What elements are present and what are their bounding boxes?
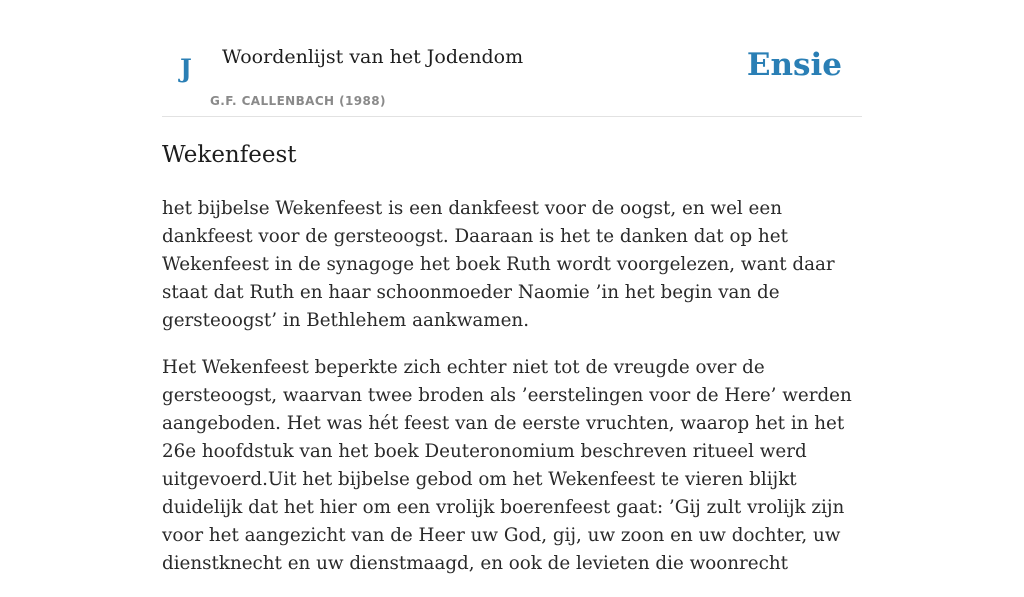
brand-logo[interactable]: Ensie: [746, 47, 842, 83]
book-letter-icon: J: [180, 54, 192, 83]
header: [162, 0, 862, 117]
article-paragraph: het bijbelse Wekenfeest is een dankfeest voor de oogst, en wel een dankfeest voor de gersteoogst. Daaraan is het te danken dat op het Wekenfeest in de synagoge het boek Ruth wordt voorgelezen, want daar staat dat Ruth en haar schoonmoeder Naomie ’in het begin van de gersteoogst’ in Bethlehem aankwamen.: [162, 198, 835, 331]
book-title-link[interactable]: Woordenlijst van het Jodendom: [222, 46, 524, 68]
book-author: G.F. CALLENBACH (1988): [210, 94, 386, 108]
page-title: Wekenfeest: [162, 142, 297, 168]
article: [162, 140, 868, 597]
article-paragraph: Het Wekenfeest beperkte zich echter niet tot de vreugde over de gersteoogst, waarvan twee broden als ’eerstelingen voor de Here’ werden aangeboden. Het was hét feest van de eerste vruchten, waarop het in het 26e hoofdstuk van het boek Deuteronomium beschreven ritueel werd uitgevoerd.Uit het bijbelse gebod om het Wekenfeest te vieren blijkt duidelijk dat het hier om een vrolijk boerenfeest gaat: ’Gij zult vrolijk zijn voor het aangezicht van de Heer uw God, gij, uw zoon en uw dochter, uw dienstknecht en uw dienstmaagd, en ook de levieten die woonrecht: [162, 357, 852, 574]
